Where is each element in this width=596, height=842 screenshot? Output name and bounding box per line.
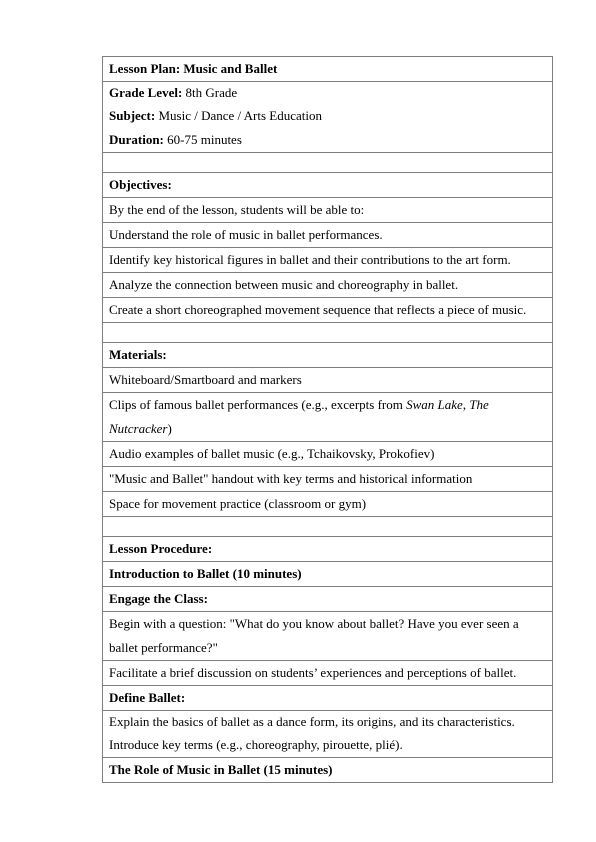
- procedure-item-text: Begin with a question: "What do you know about ballet? Have you ever seen a ballet performance?": [109, 616, 519, 655]
- spacer-row: [102, 323, 553, 343]
- objective-text: Identify key historical figures in ballet and their contributions to the art form.: [109, 252, 511, 267]
- subject-value: Music / Dance / Arts Education: [158, 108, 323, 123]
- procedure-line: Explain the basics of ballet as a dance form, its origins, and its characteristics.: [109, 714, 515, 729]
- material-suffix: ): [167, 421, 172, 436]
- material-title: The Nutcracker: [109, 397, 489, 436]
- objectives-heading: Objectives:: [109, 177, 172, 192]
- spacer-row: [102, 517, 553, 537]
- subsection-heading-row: [102, 686, 553, 711]
- objective-text: Analyze the connection between music and choreography in ballet.: [109, 277, 459, 292]
- subsection-heading: Engage the Class:: [109, 591, 208, 606]
- objective-row: [102, 248, 553, 273]
- objective-text: Create a short choreographed movement sequence that reflects a piece of music.: [109, 302, 527, 317]
- objective-text: Understand the role of music in ballet performances.: [109, 227, 383, 242]
- section-heading: The Role of Music in Ballet (15 minutes): [109, 762, 333, 777]
- section-heading: Introduction to Ballet (10 minutes): [109, 566, 302, 581]
- procedure-line: Introduce key terms (e.g., choreography, pirouette, plié).: [109, 737, 403, 752]
- subsection-heading: Define Ballet:: [109, 690, 186, 705]
- material-text: "Music and Ballet" handout with key terms and historical information: [109, 471, 473, 486]
- objectives-intro-row: [102, 198, 553, 223]
- lesson-plan-table: [102, 56, 553, 783]
- material-row: [102, 393, 553, 442]
- subject-line: [109, 104, 547, 128]
- material-separator: ,: [462, 397, 470, 412]
- material-row: [102, 442, 553, 467]
- grade-label: Grade Level:: [109, 85, 183, 100]
- procedure-item-row: [102, 711, 553, 758]
- grade-line: [109, 82, 547, 104]
- objectives-heading-row: [102, 173, 553, 198]
- section-heading-row: [102, 562, 553, 587]
- subsection-heading-row: [102, 587, 553, 612]
- procedure-item-row: [102, 612, 553, 661]
- material-text: Audio examples of ballet music (e.g., Tchaikovsky, Prokofiev): [109, 446, 435, 461]
- material-text: Clips of famous ballet performances (e.g., excerpts from: [109, 397, 407, 412]
- duration-line: [109, 128, 547, 152]
- lesson-title: Lesson Plan: Music and Ballet: [109, 61, 278, 76]
- material-row: [102, 467, 553, 492]
- objective-row: [102, 298, 553, 323]
- material-row: [102, 368, 553, 393]
- duration-label: Duration:: [109, 132, 164, 147]
- info-row: [102, 82, 553, 153]
- objectives-intro: By the end of the lesson, students will be able to:: [109, 202, 365, 217]
- material-title: Swan Lake: [406, 397, 463, 412]
- duration-value: 60-75 minutes: [167, 132, 242, 147]
- materials-heading-row: [102, 343, 553, 368]
- subject-label: Subject:: [109, 108, 156, 123]
- grade-value: 8th Grade: [185, 85, 238, 100]
- material-text: Space for movement practice (classroom or gym): [109, 496, 367, 511]
- objective-row: [102, 223, 553, 248]
- material-text: Whiteboard/Smartboard and markers: [109, 372, 302, 387]
- title-row: [102, 57, 553, 82]
- materials-heading: Materials:: [109, 347, 167, 362]
- procedure-heading: Lesson Procedure:: [109, 541, 213, 556]
- objective-row: [102, 273, 553, 298]
- section-heading-row: [102, 758, 553, 783]
- procedure-item-row: [102, 661, 553, 686]
- spacer-row: [102, 153, 553, 173]
- procedure-item-text: Facilitate a brief discussion on students’ experiences and perceptions of ballet.: [109, 665, 517, 680]
- procedure-heading-row: [102, 537, 553, 562]
- material-row: [102, 492, 553, 517]
